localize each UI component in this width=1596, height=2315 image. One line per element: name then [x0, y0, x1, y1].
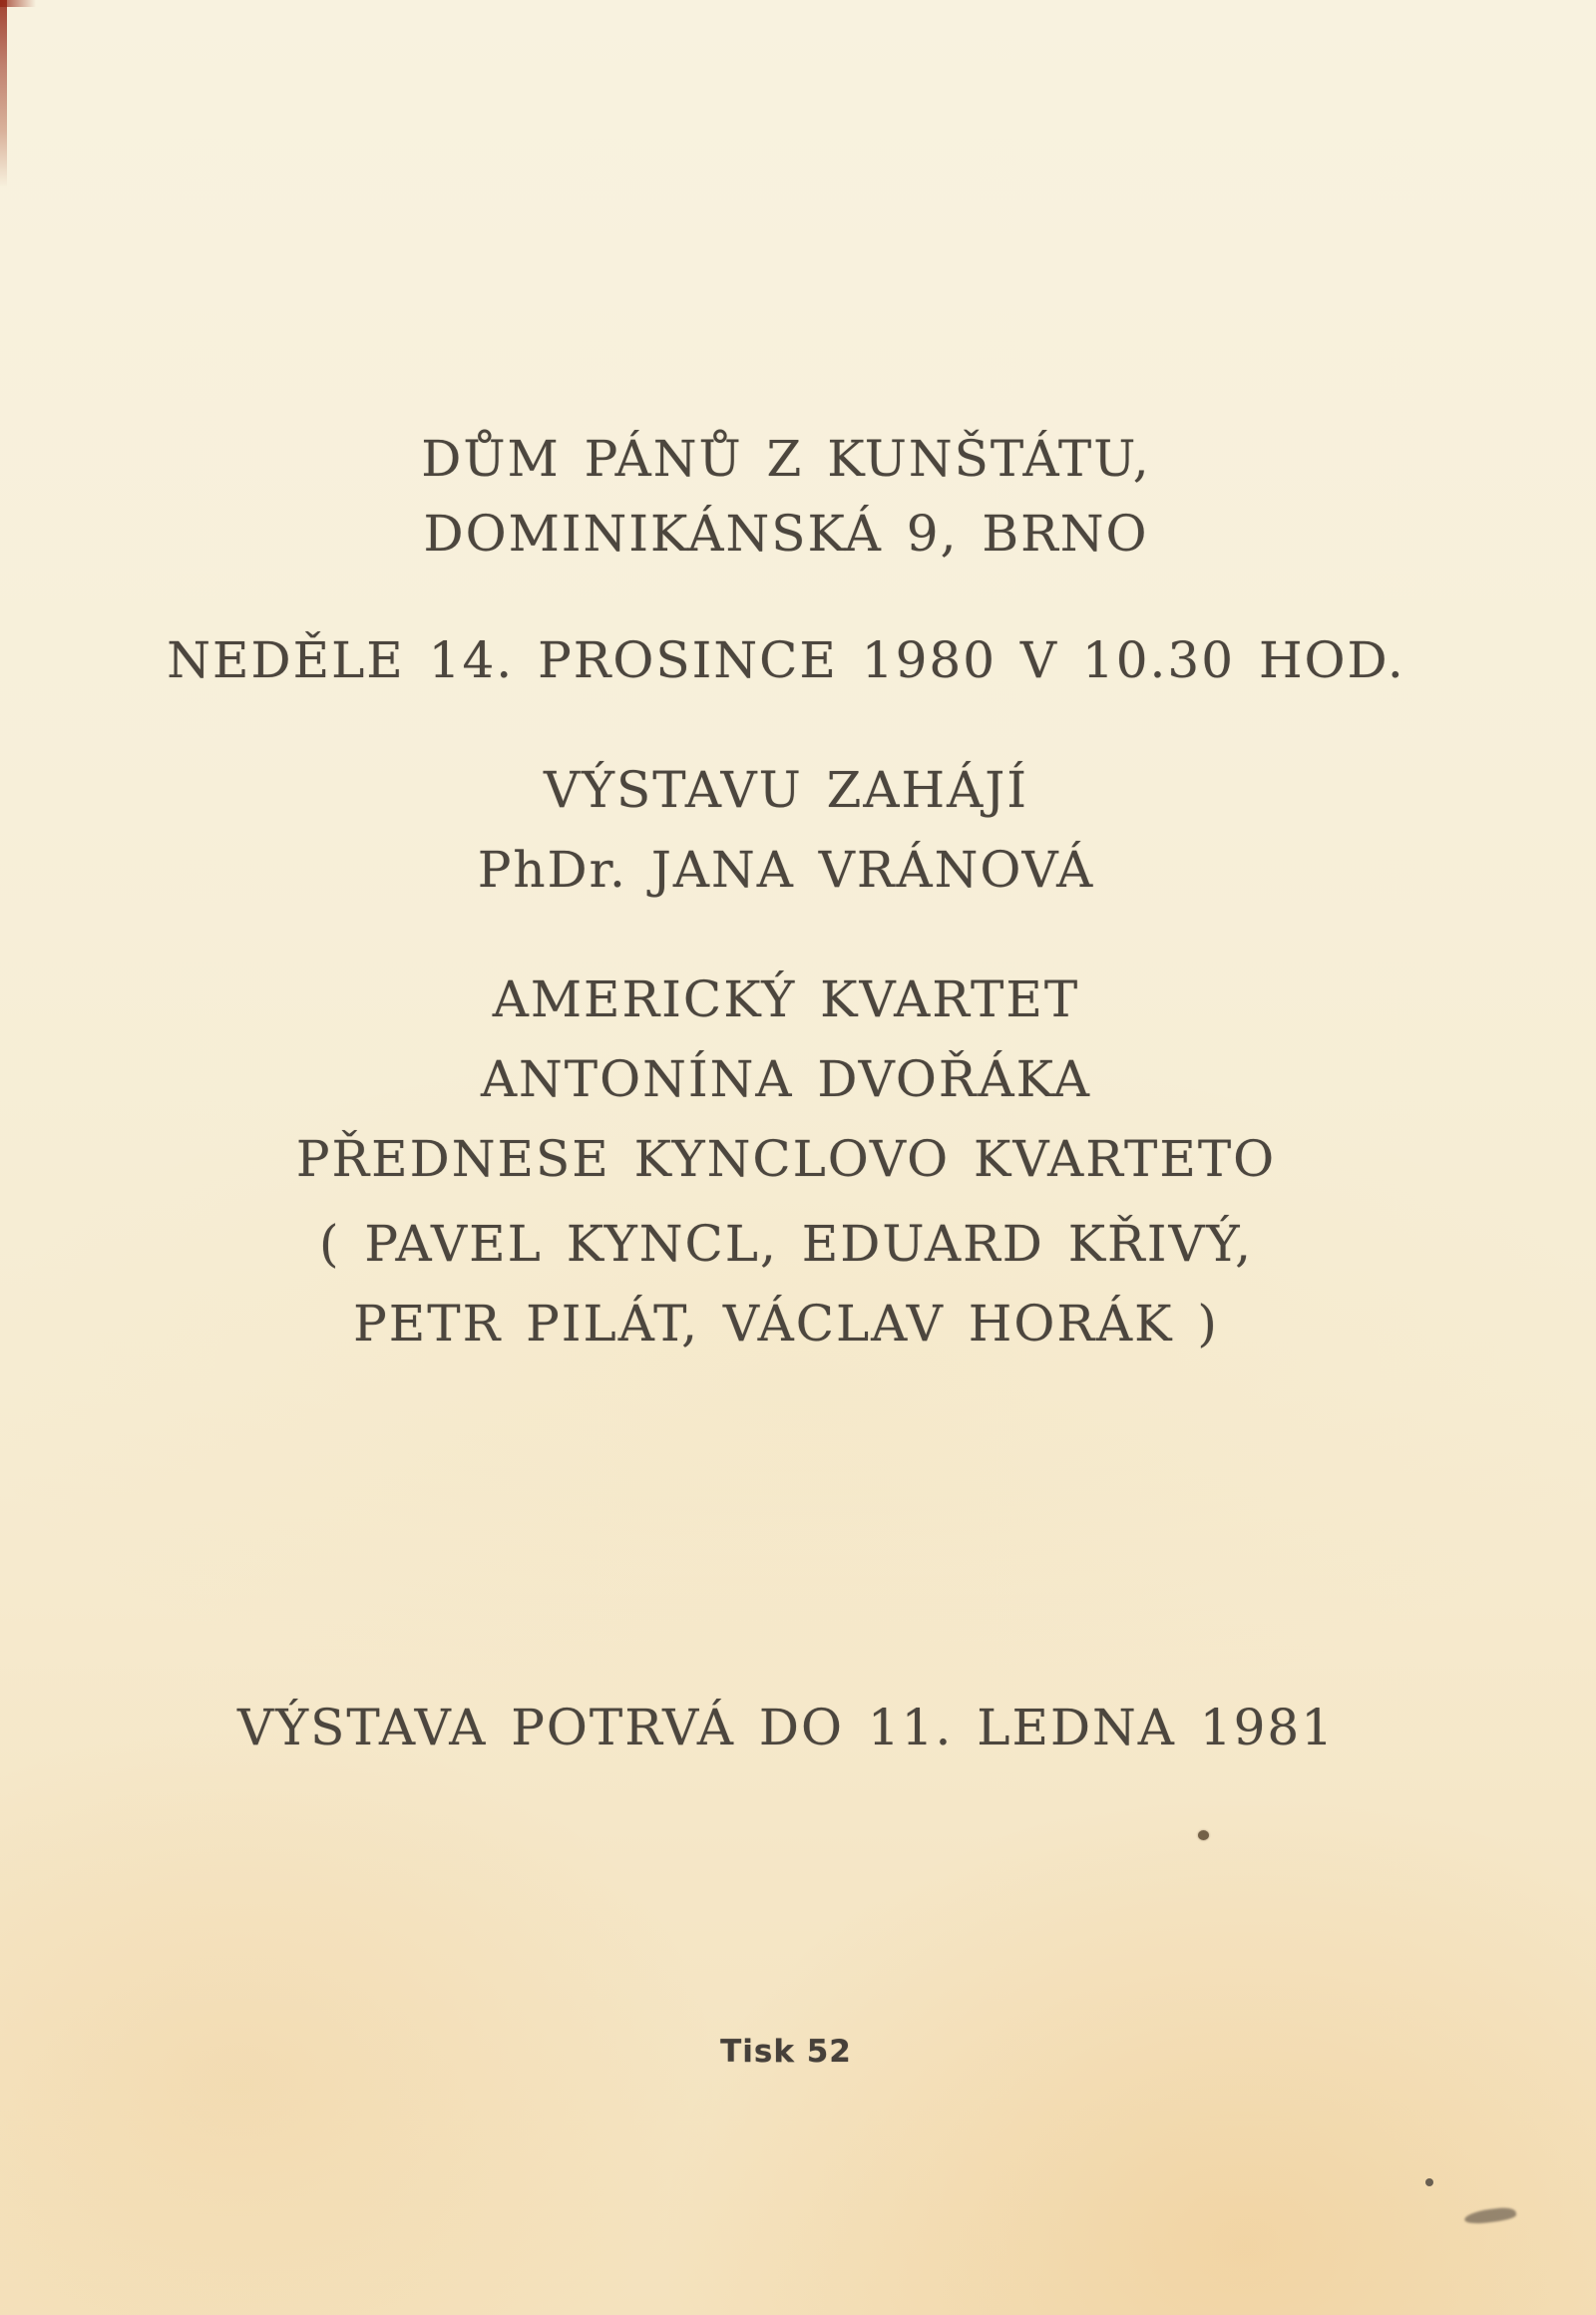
- program-members-line1: ( PAVEL KYNCL, EDUARD KŘIVÝ,: [318, 1215, 1254, 1273]
- paper-speck: [1198, 1830, 1209, 1840]
- event-datetime-line: NEDĚLE 14. PROSINCE 1980 V 10.30 HOD.: [167, 631, 1405, 689]
- venue-name-line: DŮM PÁNŮ Z KUNŠTÁTU,: [421, 430, 1151, 488]
- venue-address-line: DOMINIKÁNSKÁ 9, BRNO: [423, 505, 1149, 563]
- opening-intro-line: VÝSTAVU ZAHÁJÍ: [543, 761, 1029, 819]
- scan-edge-dash: [0, 0, 36, 7]
- opening-speaker-line: PhDr. JANA VRÁNOVÁ: [477, 841, 1095, 899]
- paper-speck: [1425, 2178, 1433, 2186]
- print-imprint: Tisk 52: [720, 2034, 852, 2070]
- exhibition-duration-line: VÝSTAVA POTRVÁ DO 11. LEDNA 1981: [236, 1699, 1336, 1756]
- scan-edge-stain: [0, 0, 7, 188]
- program-work-line2: ANTONÍNA DVOŘÁKA: [480, 1050, 1092, 1108]
- paper-smudge: [1463, 2206, 1516, 2225]
- program-performer-line: PŘEDNESE KYNCLOVO KVARTETO: [295, 1130, 1277, 1188]
- program-work-line1: AMERICKÝ KVARTET: [492, 970, 1080, 1028]
- program-members-line2: PETR PILÁT, VÁCLAV HORÁK ): [353, 1295, 1219, 1352]
